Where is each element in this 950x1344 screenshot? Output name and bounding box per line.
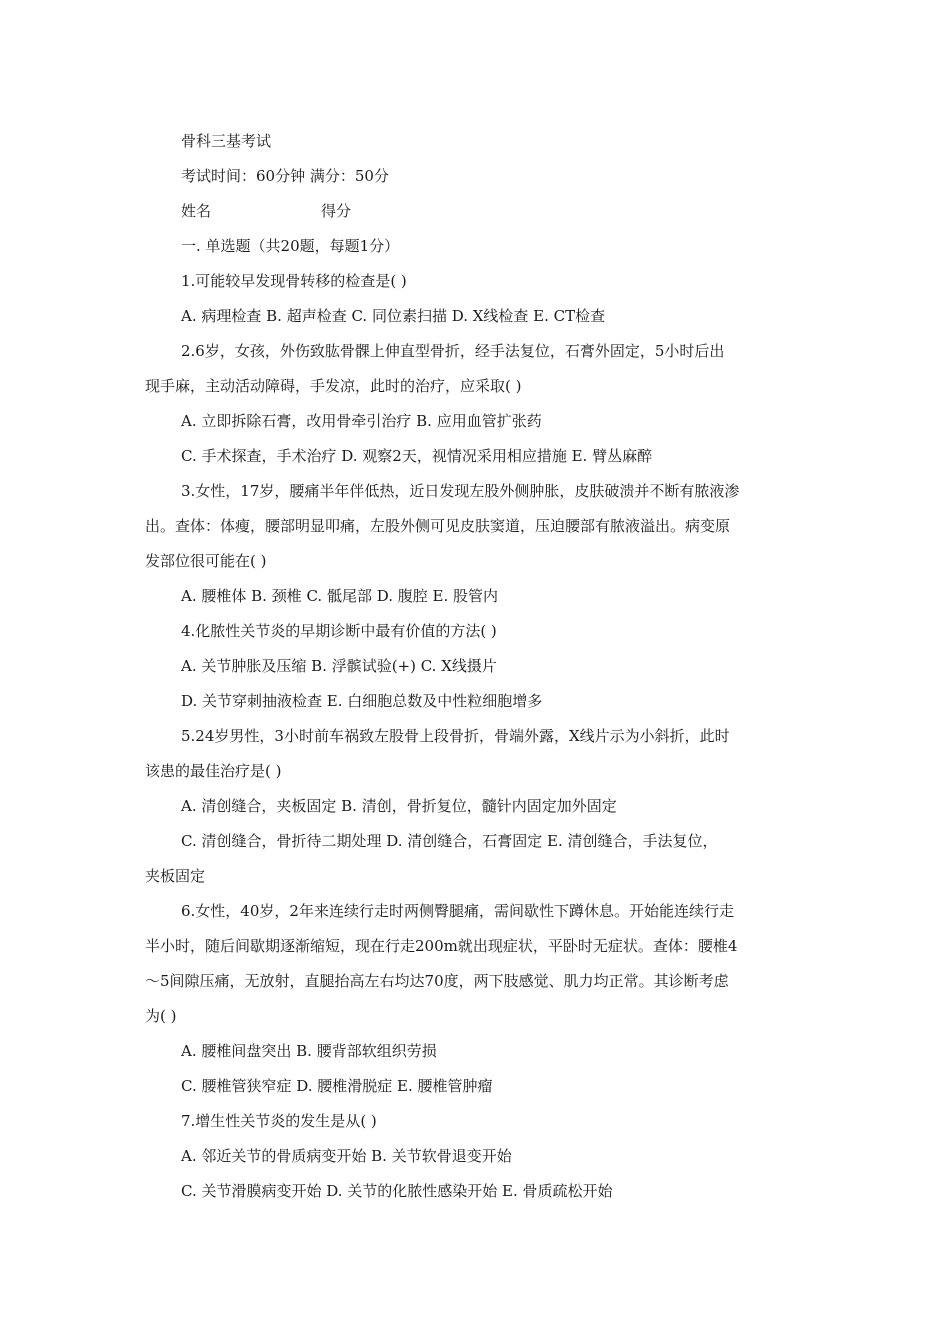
question-4: 4.化脓性关节炎的早期诊断中最有价值的方法( )	[181, 622, 497, 640]
question-2-options-a: A. 立即拆除石膏，改用骨牵引治疗 B. 应用血管扩张药	[181, 412, 542, 430]
question-1-options: A. 病理检查 B. 超声检查 C. 同位素扫描 D. X线检查 E. CT检查	[181, 307, 606, 325]
exam-info: 考试时间：60分钟 满分：50分	[181, 167, 389, 185]
question-3-cont-1: 出。查体：体瘦，腰部明显叩痛，左股外侧可见皮肤窦道，压迫腰部有脓液溢出。病变原	[145, 517, 731, 535]
section-heading: 一. 单选题（共20题，每题1分）	[181, 237, 400, 255]
question-2-options-b: C. 手术探查，手术治疗 D. 观察2天，视情况采用相应措施 E. 臂丛麻醉	[181, 447, 653, 465]
question-6-cont-3: 为( )	[145, 1007, 177, 1025]
question-7-options-a: A. 邻近关节的骨质病变开始 B. 关节软骨退变开始	[181, 1147, 512, 1165]
question-6-options-a: A. 腰椎间盘突出 B. 腰背部软组织劳损	[181, 1042, 437, 1060]
name-score-row	[145, 194, 805, 229]
question-6-options-b: C. 腰椎管狭窄症 D. 腰椎滑脱症 E. 腰椎管肿瘤	[181, 1077, 493, 1095]
question-7: 7.增生性关节炎的发生是从( )	[181, 1112, 377, 1130]
question-3: 3.女性，17岁，腰痛半年伴低热，近日发现左股外侧肿胀，皮肤破溃并不断有脓液渗	[181, 482, 740, 500]
question-3-options: A. 腰椎体 B. 颈椎 C. 骶尾部 D. 腹腔 E. 股管内	[181, 587, 498, 605]
question-6-cont-1: 半小时，随后间歇期逐渐缩短，现在行走200m就出现症状，平卧时无症状。查体：腰椎4	[145, 937, 738, 955]
question-4-options-a: A. 关节肿胀及压缩 B. 浮髌试验(+) C. X线摄片	[181, 657, 497, 675]
score-label: 得分	[321, 202, 352, 220]
question-2: 2.6岁，女孩，外伤致肱骨髁上伸直型骨折，经手法复位，石膏外固定，5小时后出	[181, 342, 725, 360]
question-1: 1.可能较早发现骨转移的检查是( )	[181, 272, 407, 290]
question-2-cont: 现手麻，主动活动障碍，手发凉，此时的治疗，应采取( )	[145, 377, 522, 395]
question-5-options-b: C. 清创缝合，骨折待二期处理 D. 清创缝合，石膏固定 E. 清创缝合，手法复位，	[181, 832, 718, 850]
name-label: 姓名	[181, 202, 212, 220]
question-5: 5.24岁男性，3小时前车祸致左股骨上段骨折，骨端外露，X线片示为小斜折，此时	[181, 727, 730, 745]
question-4-options-b: D. 关节穿刺抽液检查 E. 白细胞总数及中性粒细胞增多	[181, 692, 543, 710]
question-5-cont: 该患的最佳治疗是( )	[145, 762, 282, 780]
question-5-options-a: A. 清创缝合，夹板固定 B. 清创，骨折复位，髓针内固定加外固定	[181, 797, 617, 815]
question-6-cont-2: ～5间隙压痛，无放射，直腿抬高左右均达70度，两下肢感觉、肌力均正常。其诊断考虑	[145, 972, 729, 990]
document-title: 骨科三基考试	[181, 132, 272, 150]
question-7-options-b: C. 关节滑膜病变开始 D. 关节的化脓性感染开始 E. 骨质疏松开始	[181, 1182, 613, 1200]
document-content	[145, 124, 805, 1209]
question-3-cont-2: 发部位很可能在( )	[145, 552, 267, 570]
question-6: 6.女性，40岁，2年来连续行走时两侧臀腿痛，需间歇性下蹲休息。开始能连续行走	[181, 902, 734, 920]
question-5-options-b-cont: 夹板固定	[145, 867, 206, 885]
